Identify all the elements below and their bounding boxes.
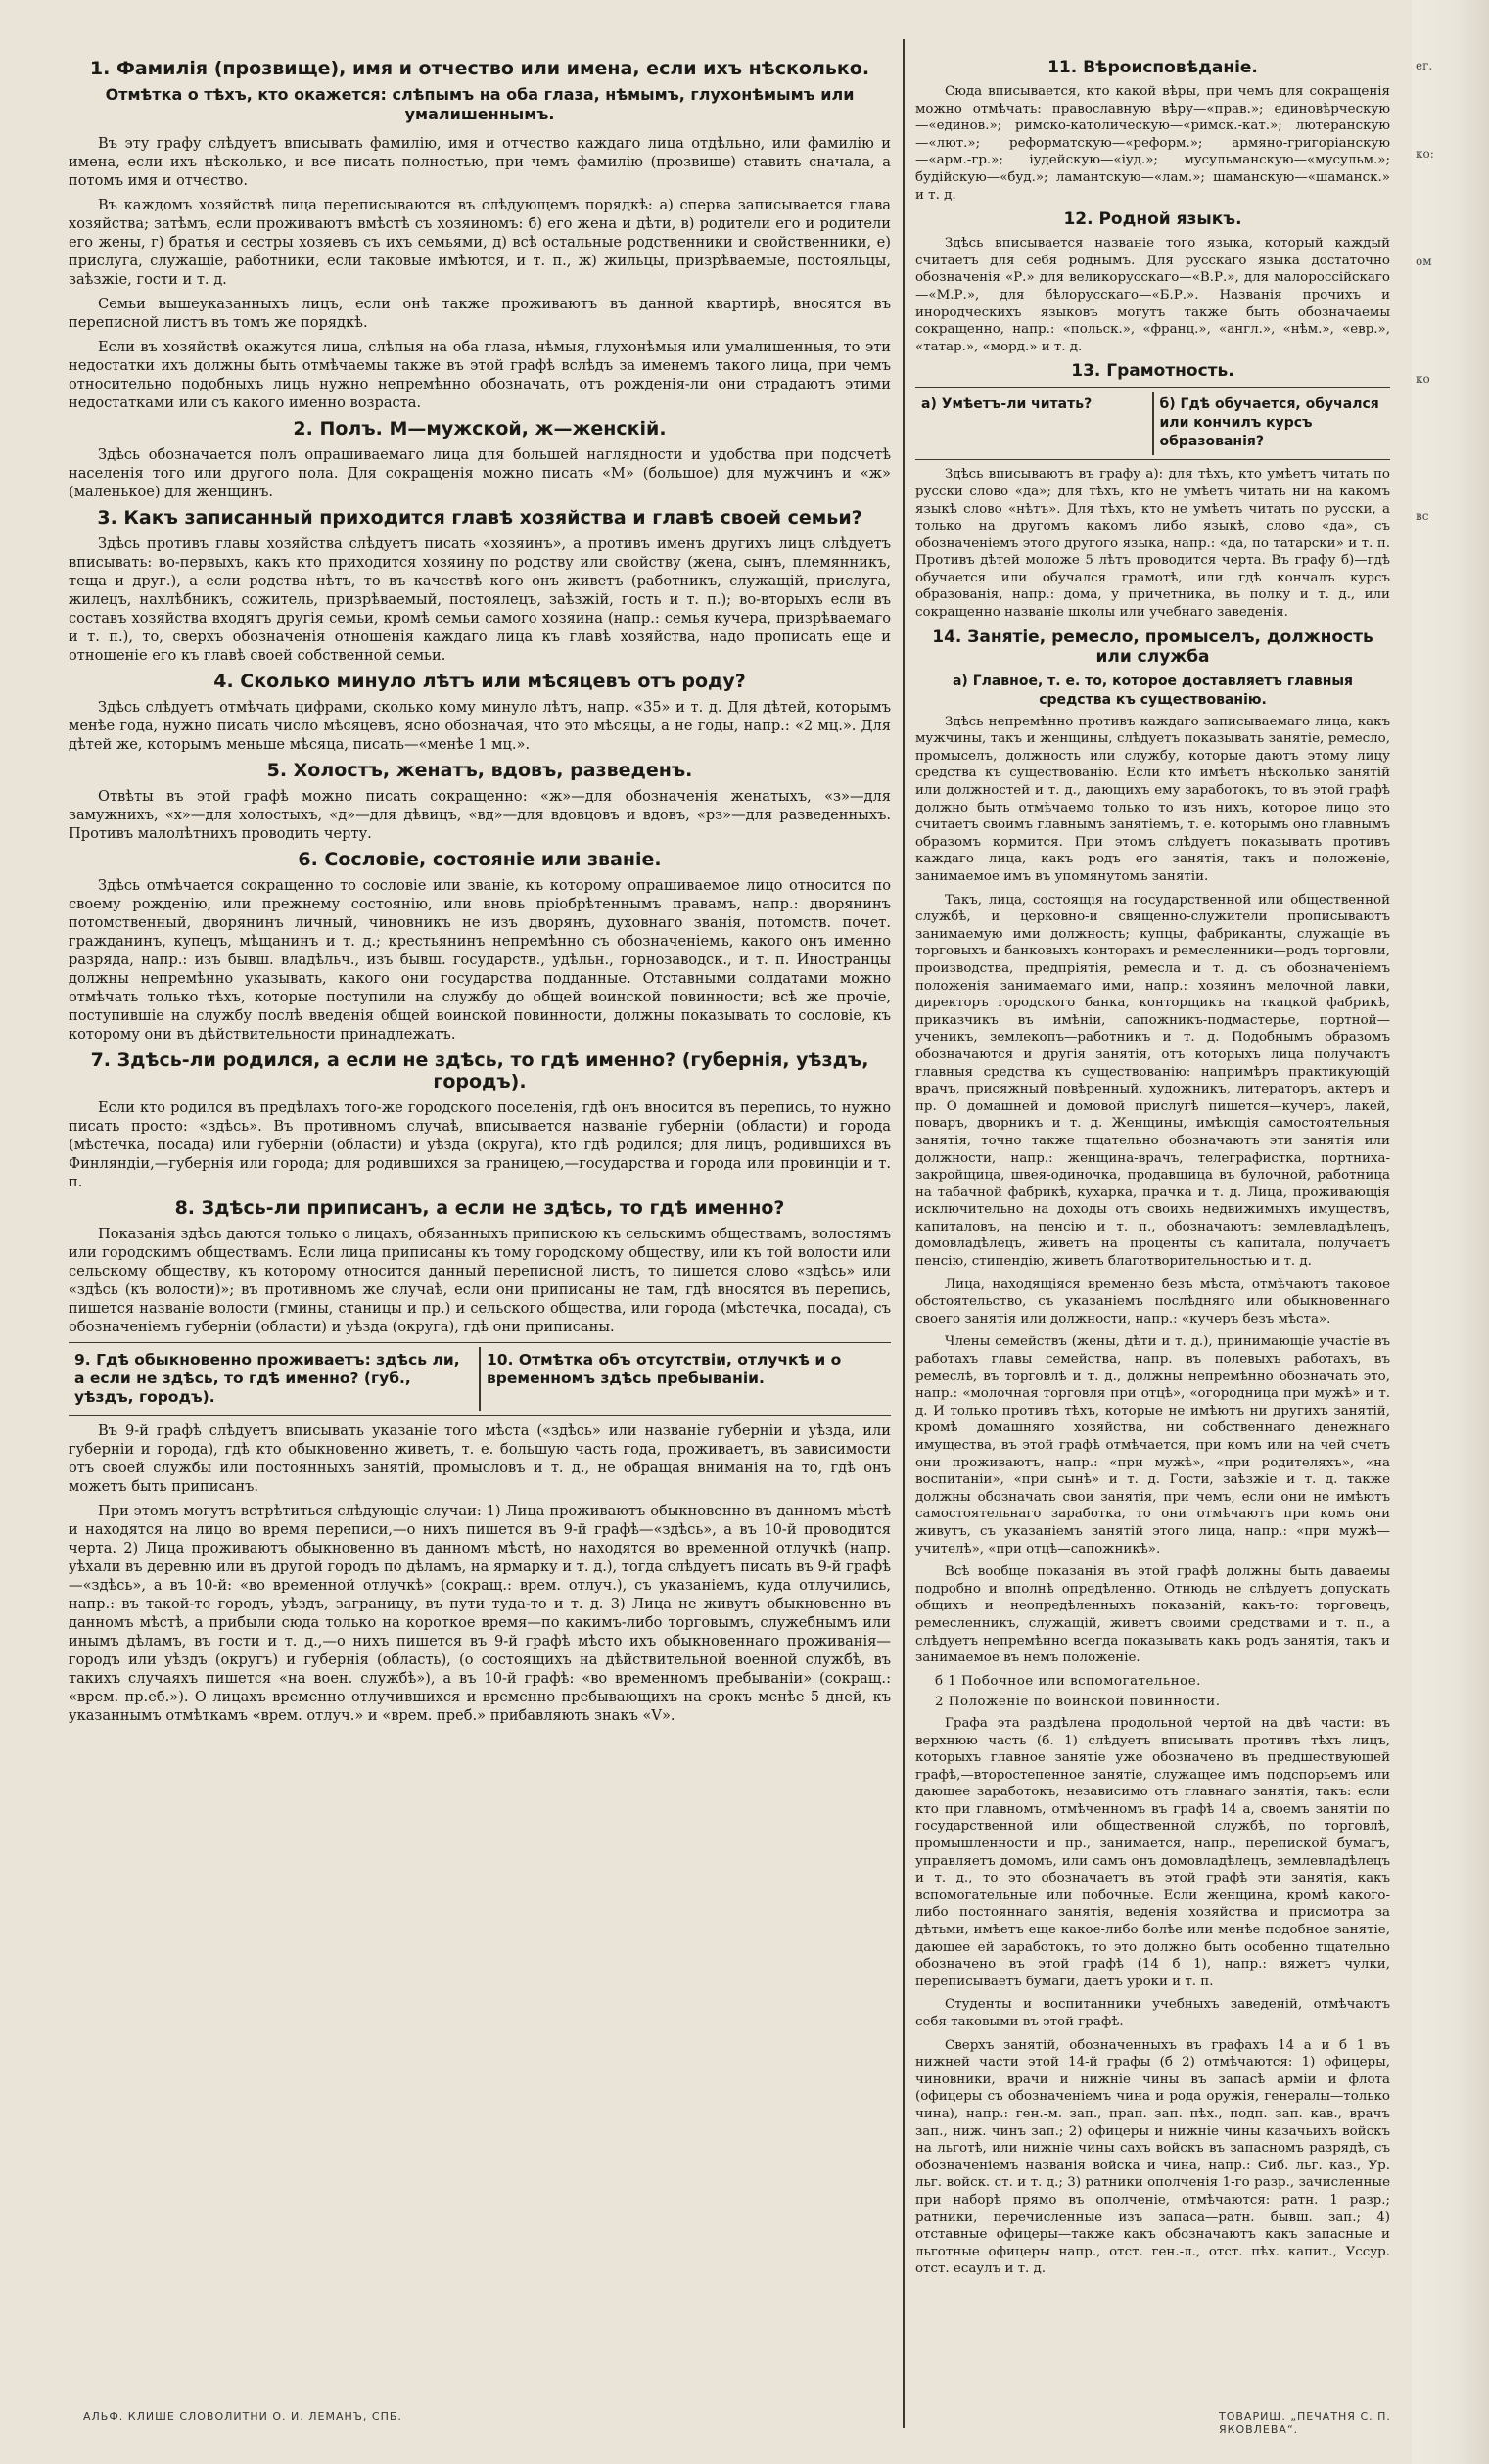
section-1-title: 1. Фамилія (прозвище), имя и отчество или имена, если ихъ нѣсколько. [89,58,870,79]
section-8-title: 8. Здѣсь-ли приписанъ, а если не здѣсь, то гдѣ именно? [174,1197,785,1219]
paragraph: Графа эта раздѣлена продольной чертой на двѣ части: въ верхнюю часть (б. 1) слѣдуетъ вписывать противъ тѣхъ лицъ, которыхъ главное занятіе уже обозначено въ предшествующей графѣ,—второстепенное занятіе, служащее имъ подспорьемъ или дающее заработокъ, независимо отъ главнаго занятія, такъ: если кто при главномъ, отмѣченномъ въ графѣ 14 а, своемъ занятіи по государственной или общественной службѣ, по торговлѣ, промышленности и пр., занимается, напр., перепиской бумагъ, управляетъ домомъ, или самъ онъ домовладѣлецъ, землевладѣлецъ и т. д., то это обозначаетъ въ этой графѣ эти занятія, какъ вспомогательные или побочные. Если женщина, кромѣ какого-либо постояннаго занятія, веденія хозяйства и присмотра за дѣтьми, имѣетъ еще какое-либо болѣе или менѣе подобное занятіе, дающее ей заработокъ, то это должно быть особенно тщательно обозначено въ этой графѣ (14 б 1), напр.: вяжетъ чулки, переписываетъ бумаги, даетъ уроки и т. п. [915,1715,1390,1989]
paragraph: Въ эту графу слѣдуетъ вписывать фамилію, имя и отчество каждаго лица отдѣльно, или фамилію и имена, если ихъ нѣсколько, и все писать полностью, при чемъ фамилію (прозвище) ставить сначала, а потомъ имя и отчество. [69,135,891,189]
section-14a-title: а) Главное, т. е. то, которое доставляетъ главныя средства къ существованію. [952,673,1354,708]
paragraph: Въ 9-й графѣ слѣдуетъ вписывать указаніе того мѣста («здѣсь» или названіе губерніи и уѣзда, или губерніи и города), гдѣ кто обыкновенно живетъ, т. е. большую часть года, проживаетъ, въ зависимости отъ своей службы или постоянныхъ занятій, промысловъ и т. д., не обращая вниманія на то, гдѣ онъ можетъ быть приписанъ. [69,1422,891,1495]
edge-fragment: ко: [1416,147,1434,161]
adjacent-page-edge [1412,0,1489,2464]
section-14-title: 14. Занятіе, ремесло, промыселъ, должность или служба [932,627,1373,667]
edge-fragment: ег. [1416,59,1433,72]
paragraph: Лица, находящіяся временно безъ мѣста, отмѣчаютъ таковое обстоятельство, съ указаніемъ послѣдняго или обыкновеннаго своего занятія или должности, напр.: «кучеръ безъ мѣста». [915,1277,1390,1326]
section-7-title: 7. Здѣсь-ли родился, а если не здѣсь, то гдѣ именно? (губернія, уѣздъ, городъ). [90,1049,869,1093]
paragraph: Сверхъ занятій, обозначенныхъ въ графахъ 14 а и б 1 въ нижней части этой 14-й графы (б 2) отмѣчаются: 1) офицеры, чиновники, врачи и нижніе чины въ запасѣ арміи и флота (офицеры съ обозначеніемъ чина и рода оружія, генералы—только чина), напр.: ген.-м. зап., прап. зап. пѣх., подп. зап. кав., врачъ зап., ниж. чинъ зап.; 2) офицеры и нижніе чины казачьихъ войскъ на льготѣ, или нижніе чины сахъ войскъ въ запасномъ разрядѣ, съ обозначеніемъ названія войска и чина, напр.: Сиб. льг. каз., Ур. льг. войск. ст. и т. д.; 3) ратники ополченія 1-го разр., зачисленные при наборѣ прямо въ ополченіе, отмѣчаются: ратн. 1 разр.; ратники, перечисленные изъ запаса—ратн. бывш. зап.; 4) отставные офицеры—также какъ обозначаютъ какъ запасные и льготные офицеры напр., отст. ген.-л., отст. пѣх. капит., Уссур. отст. есаулъ и т. д. [915,2037,1390,2277]
paragraph: Здѣсь вписывается названіе того языка, который каждый считаетъ для себя роднымъ. Для русскаго языка достаточно обозначенія «Р.» для великорусскаго—«В.Р.», для малороссійскаго—«М.Р.», для бѣлорусскаго—«Б.Р.». Названія прочихъ и инородческихъ языковъ могутъ также быть обозначаемы сокращенно, напр.: «польск.», «франц.», «англ.», «нѣм.», «евр.», «татар.», «морд.» и т. д. [915,236,1390,354]
paragraph: Отвѣты въ этой графѣ можно писать сокращенно: «ж»—для обозначенія женатыхъ, «з»—для замужнихъ, «х»—для холостыхъ, «д»—для дѣвицъ, «вд»—для вдовцовъ и вдовъ, «рз»—для разведенныхъ. Противъ малолѣтнихъ проводить черту. [69,788,891,842]
paragraph: При этомъ могутъ встрѣтиться слѣдующіе случаи: 1) Лица проживаютъ обыкновенно въ данномъ мѣстѣ и находятся на лицо во время переписи,—о нихъ пишется въ 9-й графѣ—«здѣсь», а въ 10-й проводится черта. 2) Лица проживаютъ обыкновенно въ данномъ мѣстѣ, но находятся во временной отлучкѣ (напр. уѣхали въ деревню или въ другой городъ по дѣламъ, на ярмарку и т. д.), тогда слѣдуетъ писать въ 9-й графѣ—«здѣсь», а въ 10-й: «во временной отлучкѣ» (сокращ.: врем. отлуч.), съ указаніемъ, куда отлучились, напр.: въ такой-то городъ, уѣздъ, заграницу, въ пути туда-то и т. д. 3) Лица не живутъ обыкновенно въ данномъ мѣстѣ, а прибыли сюда только на короткое время—по какимъ-либо торговымъ, служебнымъ или инымъ дѣламъ, въ гости и т. д.,—о нихъ пишется въ 9-й графѣ мѣсто ихъ обыкновеннаго проживанія—городъ или уѣздъ (округъ) и губернія (область), (о состоящихъ на дѣйствительной военной службѣ, въ такихъ случаяхъ пишется «на воен. службѣ»), а въ 10-й графѣ: «во временномъ пребываніи» (сокращ.: «врем. пр.еб.»). О лицахъ временно отлучившихся и временно пребывающихъ на срокъ менѣе 5 дней, къ указаннымъ отмѣткамъ «врем. отлуч.» и «врем. преб.» прибавляють знакъ «V». [69,1503,891,1724]
paragraph: Студенты и воспитанники учебныхъ заведеній, отмѣчаютъ себя таковыми въ этой графѣ. [915,1997,1390,2029]
edge-fragment: ко [1416,372,1430,386]
edge-fragment: вс [1416,509,1429,523]
section-3-title: 3. Какъ записанный приходится главѣ хозяйства и главѣ своей семьи? [97,507,862,529]
paragraph: Члены семействъ (жены, дѣти и т. д.), принимающіе участіе въ работахъ главы семейства, напр. въ полевыхъ работахъ, въ ремеслѣ, въ торговлѣ и т. д., должны непремѣнно обозначать это, напр.: «молочная торговля при отцѣ», «огородница при мужѣ» и т. д. И только противъ тѣхъ, которые не имѣютъ ни другихъ занятій, кромѣ домашняго хозяйства, ни собственнаго денежнаго имущества, въ этой графѣ отмѣчается, при комъ или на чей счетъ они проживаютъ, напр.: «при мужѣ», «при родителяхъ», «на воспитаніи», «при сынѣ» и т. д. Гости, заѣзжіе и т. д. также должны обозначать свои занятія, при чемъ, если они не имѣютъ самостоятельнаго заработка, то они отмѣчаютъ при комъ они живутъ, съ указаніемъ занятій этого лица, напр.: «при мужѣ—учителѣ», «при отцѣ—сапожникѣ». [915,1334,1390,1557]
paragraph: Въ каждомъ хозяйствѣ лица переписываются въ слѣдующемъ порядкѣ: а) сперва записывается глава хозяйства; затѣмъ, если проживаютъ вмѣстѣ съ хозяиномъ: б) его жена и дѣти, в) родители его и родители его жены, г) братья и сестры хозяевъ съ ихъ семьями, д) всѣ остальные родственники и свойственники, е) прислуга, служащіе, работники, если таковые имѣются, и т. п., ж) жильцы, призрѣваемые, постояльцы, заѣзжіе, гости и т. д. [69,197,891,288]
edge-fragment: ом [1416,255,1432,268]
section-13-title: 13. Грамотность. [1071,361,1234,382]
paragraph: Здѣсь вписываютъ въ графу а): для тѣхъ, кто умѣетъ читать по русски слово «да»; для тѣхъ, кто не умѣетъ читать ни на какомъ языкѣ слово «нѣтъ». Для тѣхъ, кто не умѣетъ читать по русски, а только на другомъ какомъ либо языкѣ, слово «да», съ обозначеніемъ этого другого языка, напр.: «да, по татарски» и т. п. Противъ дѣтей моложе 5 лѣтъ проводится черта. Въ графу б)—гдѣ обучается или обучался грамотѣ, или гдѣ кончалъ курсъ образованія, напр.: дома, у причетника, въ полку и т. д., или сокращенно названіе школы или учебнаго заведенія. [915,467,1390,621]
right-column [915,54,1390,2394]
section-14b2-title: 2 Положеніе по воинской повинности. [935,1695,1221,1710]
section-10-title: 10. Отмѣтка объ отсутствіи, отлучкѣ и о временномъ здѣсь пребываніи. [479,1347,891,1411]
section-9-title: 9. Гдѣ обыкновенно проживаетъ: здѣсь ли, а если не здѣсь, то гдѣ именно? (губ., уѣздъ, городъ). [74,1351,460,1406]
paragraph: Показанія здѣсь даются только о лицахъ, обязанныхъ припискою къ сельскимъ обществамъ, волостямъ или городскимъ обществамъ. Если лица приписаны къ тому городскому обществу, или къ той волости или сельскому обществу, къ которому относится данный переписной листъ, то пишется слово «здѣсь» или «здѣсь (къ волости)»; въ противномъ же случаѣ, если они приписаны не там, гдѣ вносятся въ перепись, пишется названіе волости (гмины, станицы и пр.) и сельского общества, или города (мѣстечка, посада), съ обозначеніемъ губерніи (области) и уѣзда (округа), гдѣ они приписаны. [69,1226,891,1335]
paragraph: Если въ хозяйствѣ окажутся лица, слѣпыя на оба глаза, нѣмыя, глухонѣмыя или умалишенныя, то эти недостатки ихъ должны быть отмѣчаемы также въ этой графѣ вслѣдъ за именемъ такого лица, при чемъ относительно подобныхъ лицъ нужно непремѣнно обозначать, отъ рожденія-ли они страдаютъ этими недостатками или съ какого именно возраста. [69,339,891,411]
section-13-subheaders [915,387,1390,460]
paragraph: Всѣ вообще показанія въ этой графѣ должны быть даваемы подробно и вполнѣ опредѣленно. Отнюдь не слѣдуетъ допускать общихъ и неопредѣленныхъ показаній, какъ-то: торговецъ, ремесленникъ, служащій, живетъ своими средствами и т. п., а слѣдуетъ непремѣнно всегда показывать какъ родъ занятія, такъ и занимаемое въ немъ положеніе. [915,1564,1390,1666]
paragraph: Здѣсь слѣдуетъ отмѣчать цифрами, сколько кому минуло лѣтъ, напр. «35» и т. д. Для дѣтей, которымъ менѣе года, нужно писать число мѣсяцевъ, ясно обозначая, что это мѣсяцы, а не годы, напр.: «2 мц.». Для дѣтей же, которымъ меньше мѣсяца, писать—«менѣе 1 мц.». [69,699,891,753]
sections-9-10-header [69,1342,891,1416]
paragraph: Сюда вписывается, кто какой вѣры, при чемъ для сокращенія можно отмѣчать: православную вѣру—«прав.»; единовѣрческую—«единов.»; римско-католическую—«римск.-кат.»; лютеранскую—«лют.»; реформатскую—«реформ.»; армяно-григоріанскую—«арм.-гр.»; іудейскую—«іуд.»; мусульманскую—«мусульм.»; будійскую—«буд.»; ламантскую—«лам.»; шаманскую—«шаманск.» и т. д. [915,84,1390,203]
paragraph: Семьи вышеуказанныхъ лицъ, если онѣ также проживаютъ въ данной квартирѣ, вносятся въ переписной листъ въ томъ же порядкѣ. [69,296,891,331]
section-13a-title: а) Умѣетъ-ли читать? [921,396,1093,413]
paragraph: Такъ, лица, состоящія на государственной или общественной службѣ, и церковно-и священно-служители прописываютъ занимаемую ими должность; купцы, фабриканты, служащіе въ торговыхъ и банковыхъ конторахъ и ремесленники—родъ торговли, производства, предпріятія, ремесла и т. д. съ обозначеніемъ положенія занимаемаго ими, напр.: хозяинъ мелочной лавки, директоръ городского банка, конторщикъ на ткацкой фабрикѣ, приказчикъ въ имѣніи, сапожникъ-подмастерье, портной—ученикъ, землекопъ—работникъ и т. д. Подобнымъ образомъ обозначаются и другія занятія, отъ которыхъ лица получаютъ главныя средства къ существованію: напримѣръ практикующій врачъ, присяжный повѣренный, художникъ, литераторъ, актеръ и пр. О домашней и домовой прислугѣ пишется—кучеръ, лакей, поваръ, дворникъ и т. д. Женщины, имѣющія самостоятельныя занятія, точно также тщательно обозначаютъ эти занятія или должности, напр.: женщина-врачъ, телеграфистка, портниха-закройщица, швея-одиночка, продавщица въ булочной, работница на табачной фабрикѣ, кухарка, прачка и т. д. Лица, проживающія исключительно на доходы отъ своихъ недвижимыхъ имуществъ, капиталовъ, на пенсію и т. п., обозначаютъ: землевладѣлецъ, домовладѣлецъ, живетъ на проценты съ капитала, получаетъ пенсію, стипендію, живетъ благотворительностью и т. д. [915,892,1390,1270]
section-6-title: 6. Сословіе, состояніе или званіе. [298,849,662,870]
column-divider [903,39,905,2428]
printer-imprint-left: АЛЬФ. КЛИШЕ СЛОВОЛИТНИ О. И. ЛЕМАНЪ, СПБ. [83,2410,402,2423]
paragraph: Если кто родился въ предѣлахъ того-же городского поселенія, гдѣ онъ вносится въ перепись, то нужно писать просто: «здѣсь». Въ противномъ случаѣ, вписывается названіе губерніи (области) и города (мѣстечка, посада) или губерніи (области) и уѣзда (округа), кто гдѣ родился; для лицъ, родившихся въ Финляндіи,—губернія или города; для родившихся за границею,—государства и города или провинціи и т. п. [69,1099,891,1190]
printer-imprint-right: ТОВАРИЩ. „ПЕЧАТНЯ С. П. ЯКОВЛЕВА“. [1219,2410,1391,2436]
section-14b1-title: б 1 Побочное или вспомогательное. [935,1673,1201,1689]
left-column [69,54,891,2394]
paragraph: Здѣсь непремѣнно противъ каждаго записываемаго лица, какъ мужчины, такъ и женщины, слѣдуетъ показывать занятіе, ремесло, промыселъ, должность или службу, которые даютъ этому лицу средства къ существованію. Если кто имѣетъ нѣсколько занятій или должностей и т. д., дающихъ ему заработокъ, то въ этой графѣ должно быть отмѣчаемо только то изъ нихъ, которое лицо это считаетъ своимъ главнымъ занятіемъ, т. е. которымъ оно главнымъ образомъ кормится. При этомъ слѣдуетъ показывать противъ каждаго лица, какъ родъ его занятія, такъ и положеніе, занимаемое имъ въ упомянутомъ занятіи. [915,714,1390,884]
paragraph: Здѣсь противъ главы хозяйства слѣдуетъ писать «хозяинъ», а противъ именъ другихъ лицъ слѣдуетъ вписывать: во-первыхъ, какъ кто приходится хозяину по родству или свойству (жена, сынъ, племянникъ, теща и друг.), а если родства нѣтъ, то въ качествѣ кого онъ живетъ (работникъ, служащій, прислуга, жилецъ, нахлѣбникъ, сожитель, призрѣваемый, постоялецъ, заѣзжій, гость и т. п.); во-вторыхъ если въ составъ хозяйства входятъ другія семьи, кромѣ семьи самого хозяина (напр.: семья кучера, призрѣваемаго и т. п.), то, сверхъ обозначенія отношенія каждаго лица къ главѣ хозяйства, надо прописать еще и отношеніе его къ главѣ своей собственной семьи. [69,535,891,664]
section-12-title: 12. Родной языкъ. [1063,209,1242,230]
section-2-title: 2. Полъ. М—мужской, ж—женскій. [293,418,667,440]
paragraph: Здѣсь отмѣчается сокращенно то сословіе или званіе, къ которому опрашиваемое лицо относится по своему рожденію, или прежнему состоянію, или вновь пріобрѣтеннымъ правамъ, напр.: дворянинъ потомственный, дворянинъ личный, чиновникъ не изъ дворянъ, духовнаго званія, потомств. почет. гражданинъ, купецъ, мѣщанинъ и т. д.; крестьянинъ непремѣнно съ обозначеніемъ, какого онъ именно разряда, напр.: изъ бывш. владѣльч., изъ бывш. государств., удѣльн., горнозаводск., и т. п. Иностранцы должны непремѣнно указывать, какого они государства подданные. Отставными солдатами можно отмѣчать только тѣхъ, которые поступили на службу до общей воинской повинности; всѣ же прочіе, поступившіе на службу послѣ введенія общей воинской повинности, должны показывать то сословіе, къ которому они въ дѣйствительности принадлежатъ. [69,877,891,1043]
section-4-title: 4. Сколько минуло лѣтъ или мѣсяцевъ отъ роду? [213,671,746,692]
section-5-title: 5. Холостъ, женатъ, вдовъ, разведенъ. [266,760,693,781]
section-1-note: Отмѣтка о тѣхъ, кто окажется: слѣпымъ на оба глаза, нѣмымъ, глухонѣмымъ или умалишеннымъ. [105,85,855,123]
section-11-title: 11. Вѣроисповѣданіе. [1047,58,1258,77]
paragraph: Здѣсь обозначается полъ опрашиваемаго лица для большей наглядности и удобства при подсчетѣ населенія того или другого пола. Для сокращенія можно писать «М» (большое) для мужчинъ и «ж» (маленькое) для женщинъ. [69,446,891,500]
section-13b-title: б) Гдѣ обучается, обучался или кончилъ курсъ образованія? [1152,392,1391,455]
